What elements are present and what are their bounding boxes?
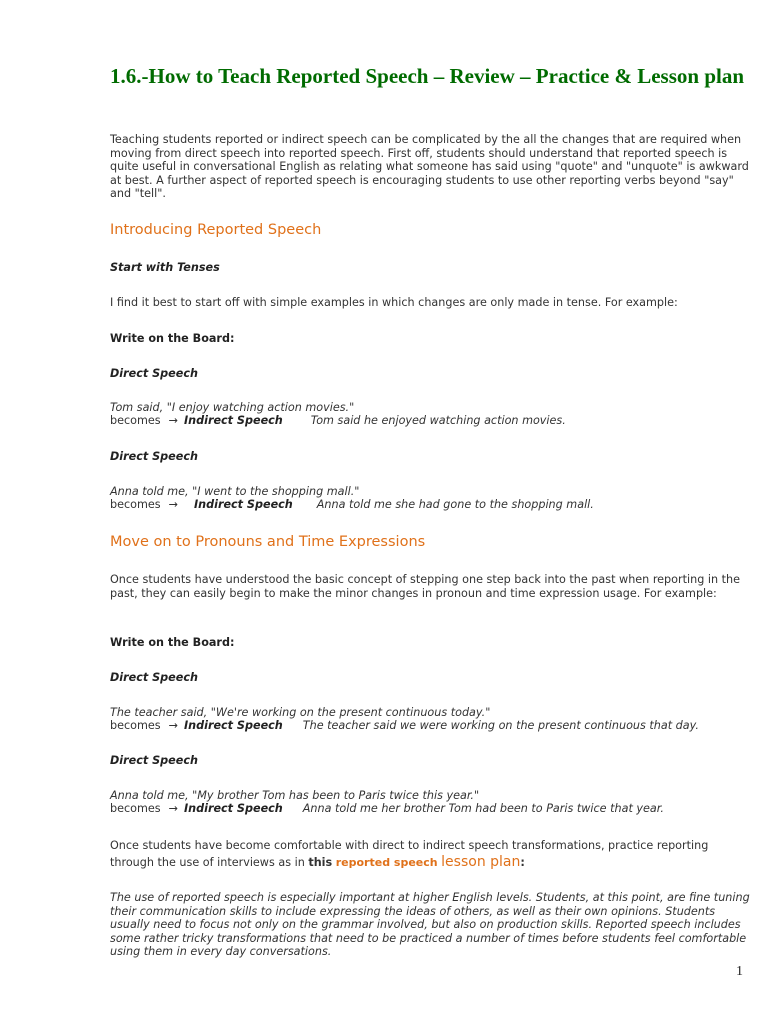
direct-speech-label: Direct Speech: [110, 367, 198, 380]
indirect-sentence: Anna told me her brother Tom had been to Paris twice that year.: [302, 802, 664, 815]
indirect-sentence: Tom said he enjoyed watching action movies.: [310, 414, 566, 427]
section-heading-introducing: Introducing Reported Speech: [110, 222, 322, 238]
closing-paragraph: [110, 838, 750, 871]
indirect-speech-label: Indirect Speech: [183, 719, 283, 732]
becomes-label: becomes: [110, 802, 161, 815]
subheading-start-with-tenses: Start with Tenses: [110, 261, 220, 274]
section1-text: I find it best to start off with simple examples in which changes are only made in tense. For example:: [110, 296, 678, 309]
becomes-label: becomes: [110, 498, 161, 511]
direct-sentence: Anna told me, "I went to the shopping mall.": [110, 485, 360, 498]
section-heading-pronouns: Move on to Pronouns and Time Expressions: [110, 534, 426, 550]
document-title: 1.6.-How to Teach Reported Speech – Review – Practice & Lesson plan: [110, 64, 745, 88]
becomes-label: becomes: [110, 719, 161, 732]
indirect-sentence: The teacher said we were working on the present continuous that day.: [302, 719, 699, 732]
direct-speech-label: Direct Speech: [110, 754, 198, 767]
arrow-icon: →: [168, 719, 178, 732]
becomes-label: becomes: [110, 414, 161, 427]
direct-sentence: Anna told me, "My brother Tom has been to Paris twice this year.": [110, 789, 480, 802]
closing-colon: :: [520, 856, 525, 869]
arrow-icon: →: [168, 802, 178, 815]
reported-speech-link[interactable]: reported speech: [335, 856, 438, 869]
final-paragraph: The use of reported speech is especially important at higher English levels. Students, at this point, are fine tuning their communication skills to include expressing the ideas of others, as well as their own opinions. Students usually need to focus not only on the grammar involved, but also on production skills. Reported speech includes some rather tricky transformations that need to be practiced a number of times before students feel comfortable using them in every day conversations.: [110, 891, 750, 958]
write-on-board-label: Write on the Board:: [110, 332, 235, 345]
indirect-speech-label: Indirect Speech: [183, 802, 283, 815]
example-transformation-row: [110, 802, 664, 815]
direct-speech-label: Direct Speech: [110, 450, 198, 463]
example-transformation-row: [110, 414, 566, 427]
indirect-speech-label: Indirect Speech: [183, 414, 283, 427]
example-transformation-row: [110, 719, 699, 732]
indirect-speech-label: Indirect Speech: [193, 498, 293, 511]
arrow-icon: →: [168, 498, 178, 511]
direct-sentence: Tom said, "I enjoy watching action movies.": [110, 401, 355, 414]
closing-text: Once students have become comfortable with direct to indirect speech transformations, practice reporting through the use of interviews as in: [110, 839, 709, 869]
direct-speech-label: Direct Speech: [110, 671, 198, 684]
lesson-plan-link[interactable]: lesson plan: [441, 854, 521, 870]
closing-this: this: [308, 856, 333, 869]
page-number: 1: [736, 964, 743, 979]
indirect-sentence: Anna told me she had gone to the shopping mall.: [316, 498, 594, 511]
direct-sentence: The teacher said, "We're working on the present continuous today.": [110, 706, 491, 719]
write-on-board-label: Write on the Board:: [110, 636, 235, 649]
section2-text: Once students have understood the basic concept of stepping one step back into the past when reporting in the past, they can easily begin to make the minor changes in pronoun and time expression usage. For example:: [110, 573, 740, 600]
intro-paragraph: Teaching students reported or indirect speech can be complicated by the all the changes that are required when moving from direct speech into reported speech. First off, students should understand that reported speech is quite useful in conversational English as relating what someone has said using "quote" and "unquote" is awkward at best. A further aspect of reported speech is encouraging students to use other reporting verbs beyond "say" and "tell".: [110, 133, 749, 200]
example-transformation-row: [110, 498, 594, 511]
arrow-icon: →: [168, 414, 178, 427]
